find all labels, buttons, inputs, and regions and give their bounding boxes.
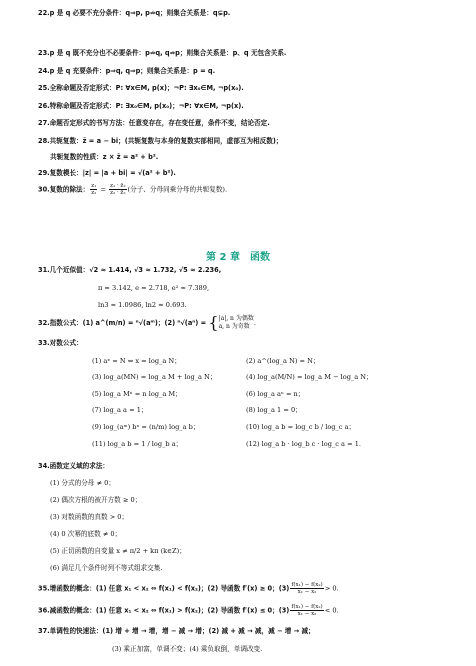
log-formula-7: (7) log_a a = 1； bbox=[92, 406, 148, 414]
item-31: 31.几个近似值：√2 ≈ 1.414, √3 ≈ 1.732, √5 ≈ 2.236, bbox=[38, 266, 222, 274]
item-24: 24.p 是 q 充要条件：p⇒q, q⇒p；则集合关系是：p = q. bbox=[38, 67, 216, 75]
domain-rule-6: (6) 满足几个条件时列不等式组求交集. bbox=[50, 564, 163, 572]
domain-rule-1: (1) 分式的分母 ≠ 0； bbox=[50, 479, 115, 487]
log-formula-4: (4) log_a(M/N) = log_a M − log_a N； bbox=[246, 373, 373, 381]
item-30-label: 30.复数的除法： bbox=[38, 185, 90, 194]
item-36: 36.减函数的概念：(1) 任意 x₁ < x₂ ⇔ f(x₁) > f(x₂)；(2) 导函数 f′(x) ≤ 0；(3) $\frac{\text{f(x₁) − f(x₂)}}{\text{x₁ − x₂}}$ < 0. bbox=[38, 604, 339, 617]
item-22: 22.p 是 q 必要不充分条件：q⇒p, p⇏q；则集合关系是：q⊊p. bbox=[38, 9, 231, 17]
log-formula-10: (10) log_a b = log_c b / log_c a； bbox=[246, 423, 356, 431]
log-formula-12: (12) log_a b · log_b c · log_c a = 1. bbox=[246, 440, 361, 448]
item-23: 23.p 是 q 既不充分也不必要条件：p⇏q, q⇏p；则集合关系是：p、q 无包含关系. bbox=[38, 49, 287, 57]
log-formula-11: (11) log_a b = 1 / log_b a； bbox=[92, 440, 183, 448]
item-30-note: (分子、分母同乘分母的共轭复数). bbox=[127, 185, 228, 194]
item-37-line2: (3) 乘正加富，单调不变；(4) 乘负取倒，单调改变. bbox=[112, 645, 263, 653]
fraction-slope: $\frac{\text{f(x₁) − f(x₂)}}{\text{x₁ − x₂}}$ bbox=[291, 604, 323, 617]
log-formula-6: (6) log_a aⁿ = n； bbox=[246, 390, 305, 398]
fraction-conjugate: $\frac{\text{z₁ · z̄₂}}{\text{z₂ · z̄₂}}$ bbox=[110, 183, 126, 196]
domain-rule-3: (3) 对数函数的真数 > 0； bbox=[50, 513, 129, 521]
log-formula-1: (1) aˣ = N ⇔ x = log_a N； bbox=[92, 357, 181, 365]
log-formula-9: (9) log_(aᵐ) bⁿ = (n/m) log_a b； bbox=[92, 423, 200, 431]
case-stack: |a|, n 为偶数 a, n 为奇数 bbox=[218, 315, 254, 330]
item-28-property: 共轭复数的性质：z × z̄ = a² + b². bbox=[50, 153, 159, 161]
domain-rule-5: (5) 正切函数的自变量 x ≠ π/2 + kπ (k∈Z)； bbox=[50, 547, 186, 555]
item-32: 32.指数公式：(1) a^(m/n) = ⁿ√(aᵐ)；(2) ⁿ√(aⁿ) = { |a|, n 为偶数 a, n 为奇数 . bbox=[38, 313, 256, 332]
log-formula-5: (5) log_a Mⁿ = n log_a M； bbox=[92, 390, 182, 398]
chapter-title: 第 2 章 函数 bbox=[206, 252, 270, 263]
item-37: 37.单调性的快速法：(1) 增 + 增 → 增，增 − 减 → 增；(2) 减 + 减 → 减，减 − 增 → 减； bbox=[38, 627, 315, 635]
fraction-slope: $\frac{\text{f(x₁) − f(x₂)}}{\text{x₁ − x₂}}$ bbox=[291, 582, 323, 595]
log-formula-3: (3) log_a(MN) = log_a M + log_a N； bbox=[92, 373, 217, 381]
log-formula-8: (8) log_a 1 = 0； bbox=[246, 406, 302, 414]
item-33: 33.对数公式： bbox=[38, 339, 83, 347]
fraction-z1-z2: $\frac{\text{z₁}}{\text{z₂}}$ bbox=[91, 183, 97, 196]
item-28: 28.共轭复数：z̄ = a − bi；(共轭复数与本身的复数实部相同，虚部互为相反数)； bbox=[38, 137, 283, 145]
item-26: 26.特称命题及否定形式：P: ∃x₀∈M, p(x₀)；¬P: ∀x∈M, ¬p(x). bbox=[38, 102, 244, 110]
item-31-line3: ln3 ≈ 1.0986, ln2 ≈ 0.693. bbox=[98, 301, 187, 309]
item-27: 27.命题否定形式的书写方法：任意变存在，存在变任意，条件不变，结论否定. bbox=[38, 119, 270, 127]
item-31-line2: π ≈ 3.142, e ≈ 2.718, e² ≈ 7.389, bbox=[98, 284, 210, 292]
domain-rule-4: (4) 0 次幂的底数 ≠ 0； bbox=[50, 530, 122, 538]
item-34: 34.函数定义域的求法： bbox=[38, 462, 110, 470]
domain-rule-2: (2) 偶次方根的被开方数 ≥ 0； bbox=[50, 496, 142, 504]
item-25: 25.全称命题及否定形式：P: ∀x∈M, p(x)；¬P: ∃x₀∈M, ¬p(x₀). bbox=[38, 84, 244, 92]
item-30: 30.复数的除法： $\frac{\text{z₁}}{\text{z₂}}$ = $\frac{\text{z₁ · z̄₂}}{\text{z₂ · z̄₂}}$ (分子、分母同乘分母的共轭复数). bbox=[38, 183, 228, 196]
log-formula-2: (2) a^(log_a N) = N； bbox=[246, 357, 320, 365]
item-29: 29.复数模长：|z| = |a + bi| = √(a² + b²). bbox=[38, 169, 176, 177]
item-35: 35.增函数的概念：(1) 任意 x₁ < x₂ ⇔ f(x₁) < f(x₂)；(2) 导函数 f′(x) ≥ 0；(3) $\frac{\text{f(x₁) − f(x₂)}}{\text{x₁ − x₂}}$ > 0. bbox=[38, 582, 339, 595]
brace-icon: { bbox=[208, 313, 219, 332]
